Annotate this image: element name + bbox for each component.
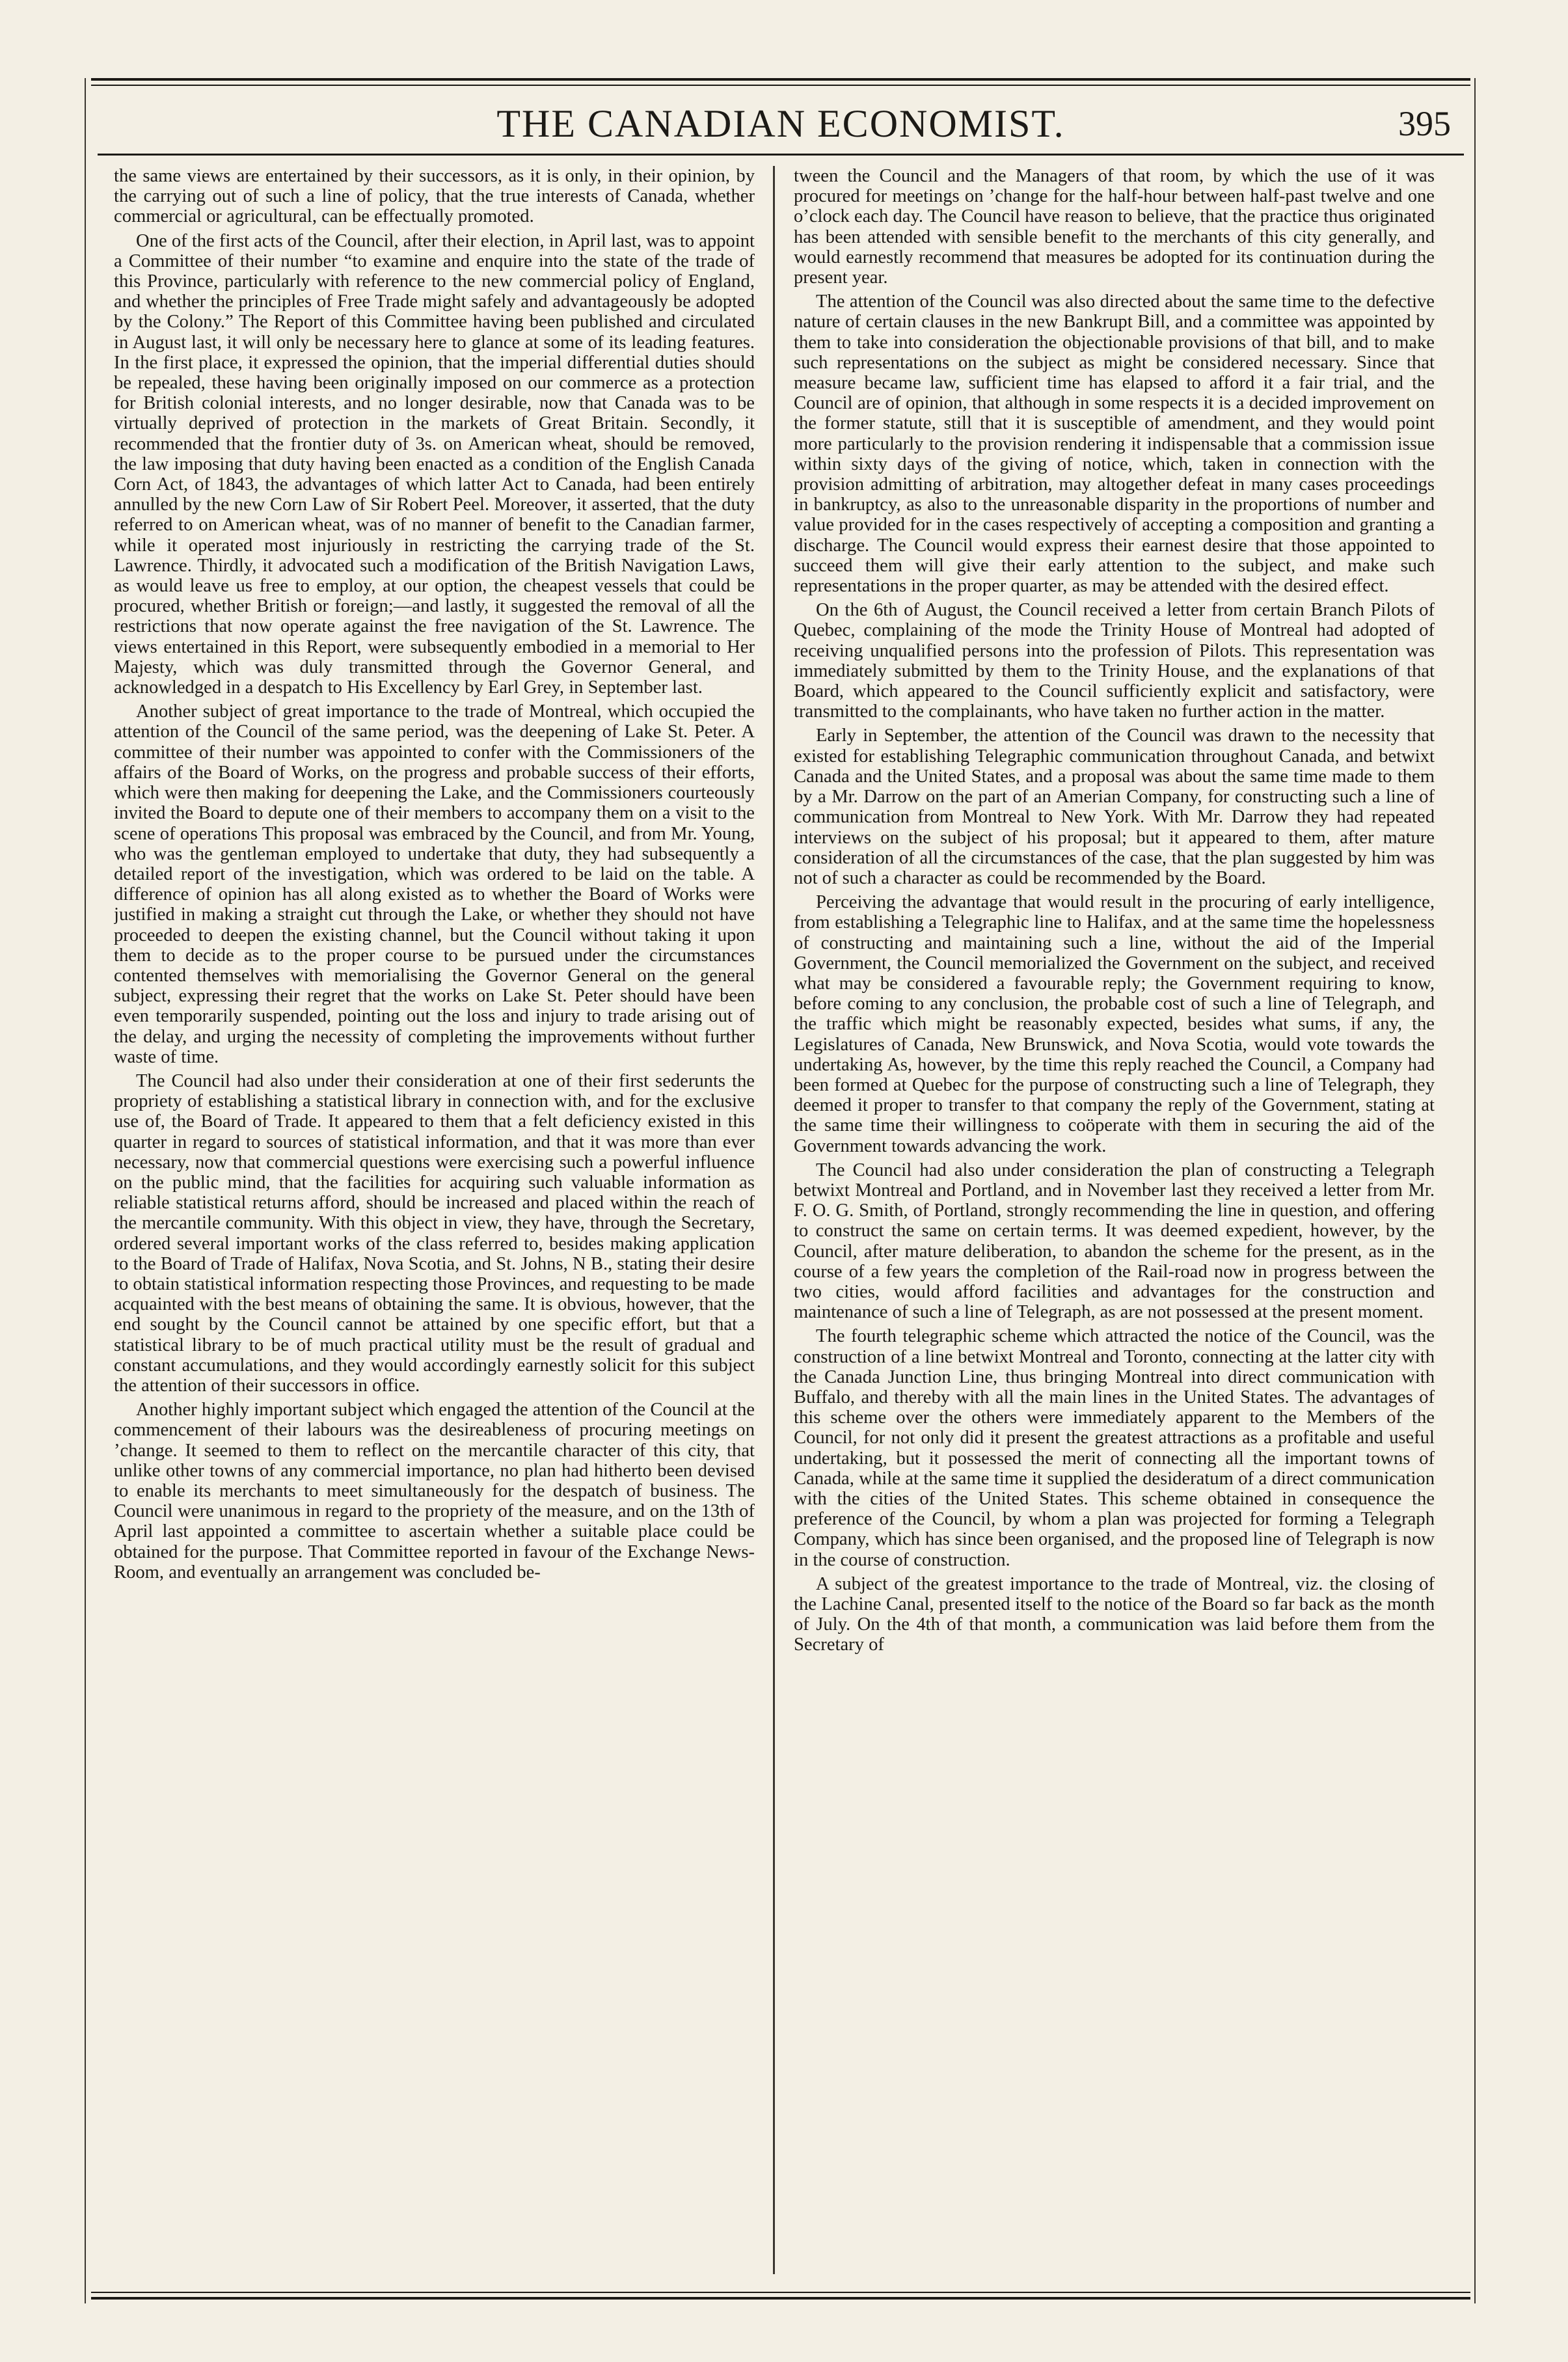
bottom-rule-thin	[91, 2292, 1470, 2293]
column-divider	[773, 166, 775, 2274]
paragraph: A subject of the greatest importance to the trade of Montreal, viz. the closing of the Lachine Canal, presented itself to the notice of the Board so far back as the month of July. On the 4th of that month, a communication was laid before them from the Secretary of	[794, 1573, 1435, 1655]
paragraph: tween the Council and the Managers of that room, by which the use of it was procured for meetings on ’change for the half-hour between half-past twelve and one o’clock each day. The Council have reason to believe, that the practice thus originated has been attended with sensible benefit to the merchants of this city generally, and would earnestly recommend that measures be adopted for its continuation during the present year.	[794, 166, 1435, 288]
paragraph: Another subject of great importance to the trade of Montreal, which occupied the attention of the Council of the same period, was the deepening of Lake St. Peter. A committee of their number was appointed to confer with the Commissioners of the affairs of the Board of Works, on the progress and probable success of their efforts, which were then making for deepening the Lake, and the Commissioners courteously invited the Board to depute one of their members to accompany them on a visit to the scene of operations This proposal was embraced by the Council, and from Mr. Young, who was the gentleman employed to undertake that duty, they had subsequently a detailed report of the investigation, which was ordered to be laid on the table. A difference of opinion has all along existed as to whether the Board of Works were justified in making a straight cut through the Lake, or whether they should not have proceeded to deepen the existing channel, but the Council without taking it upon them to decide as to the proper course to be pursued under the circumstances contented themselves with memorialising the Governor General on the general subject, expressing their regret that the works on Lake St. Peter should have been even temporarily suspended, pointing out the loss and injury to trade arising out of the delay, and urging the necessity of completing the improvements without further waste of time.	[114, 701, 755, 1067]
top-rule-thick	[91, 78, 1470, 81]
paragraph: the same views are entertained by their successors, as it is only, in their opinion, by the carrying out of such a line of policy, that the true interests of Canada, whether commercial or agricultural, can be effectually promoted.	[114, 166, 755, 227]
right-border	[1474, 78, 1476, 2303]
page-header	[98, 98, 1464, 156]
article-column-left	[114, 166, 755, 2274]
paragraph: One of the first acts of the Council, after their election, in April last, was to appoint a Committee of their number “to examine and enquire into the state of the trade of this Province, particularly with reference to the new commercial policy of England, and whether the principles of Free Trade might safely and advantageously be adopted by the Colony.” The Report of this Committee having been published and circulated in August last, it will only be necessary here to glance at some of its leading features. In the first place, it expressed the opinion, that the imperial differential duties should be repealed, these having been originally imposed on our commerce as a protection for British colonial interests, and no longer desirable, now that Canada was to be virtually deprived of protection in the markets of Great Britain. Secondly, it recommended that the frontier duty of 3s. on American wheat, should be removed, the law imposing that duty having been enacted as a condition of the English Canada Corn Act, of 1843, the advantages of which latter Act to Canada, had been entirely annulled by the new Corn Law of Sir Robert Peel. Moreover, it asserted, that the duty referred to on American wheat, was of no manner of benefit to the Canadian farmer, while it operated most injuriously in restricting the carrying trade of the St. Lawrence. Thirdly, it advocated such a modification of the British Navigation Laws, as would leave us free to employ, at our option, the cheapest vessels that could be procured, whether British or foreign;—and lastly, it suggested the removal of all the restrictions that now operate against the free navigation of the St. Lawrence. The views entertained in this Report, were subsequently embodied in a memorial to Her Majesty, which was duly transmitted through the Governor General, and acknowledged in a despatch to His Excellency by Earl Grey, in September last.	[114, 230, 755, 698]
article-column-right	[794, 166, 1435, 2274]
paragraph: The Council had also under consideration the plan of constructing a Telegraph betwixt Montreal and Portland, and in November last they received a letter from Mr. F. O. G. Smith, of Portland, strongly recommending the line in question, and offering to construct the same on certain terms. It was deemed expedient, however, by the Council, after mature deliberation, to abandon the scheme for the present, as in the course of a few years the completion of the Rail-road now in progress between the two cities, would afford facilities and advantages for the construction and maintenance of such a line of Telegraph, as are not possessed at the present moment.	[794, 1160, 1435, 1323]
top-rule-thin	[91, 85, 1470, 86]
paragraph: On the 6th of August, the Council received a letter from certain Branch Pilots of Quebec, complaining of the mode the Trinity House of Montreal had adopted of receiving unqualified persons into the profession of Pilots. This representation was immediately submitted by them to the Trinity House, and the explanations of that Board, which appeared to the Council sufficiently explicit and satisfactory, were transmitted to the complainants, who have taken no further action in the matter.	[794, 600, 1435, 722]
paragraph: Early in September, the attention of the Council was drawn to the necessity that existed for establishing Telegraphic communication throughout Canada, and betwixt Canada and the United States, and a proposal was about the same time made to them by a Mr. Darrow on the part of an Amerian Company, for constructing such a line of communication from Montreal to New York. With Mr. Darrow they had repeated interviews on the subject of his proposal; but it appeared to them, after mature consideration of all the circumstances of the case, that the plan suggested by him was not of such a character as could be recommended by the Board.	[794, 726, 1435, 888]
paragraph: The Council had also under their consideration at one of their first sederunts the propriety of establishing a statistical library in connection with, and for the exclusive use of, the Board of Trade. It appeared to them that a felt deficiency existed in this quarter in regard to sources of statistical information, and that it was more than ever necessary, now that commercial questions were exercising such a powerful influence on the public mind, that the facilities for acquiring such valuable information as reliable statistical returns afford, should be increased and placed within the reach of the mercantile community. With this object in view, they have, through the Secretary, ordered several important works of the class referred to, besides making application to the Board of Trade of Halifax, Nova Scotia, and St. Johns, N B., stating their desire to obtain statistical information respecting those Provinces, and requesting to be made acquainted with the best means of obtaining the same. It is obvious, however, that the end sought by the Council cannot be attained by one specific effort, but that a statistical library to be of much practical utility must be the result of gradual and constant accumulations, and they would accordingly earnestly solicit for this subject the attention of their successors in office.	[114, 1070, 755, 1396]
paragraph: Perceiving the advantage that would result in the procuring of early intelligence, from establishing a Telegraphic line to Halifax, and at the same time the hopelessness of constructing and maintaining such a line, without the aid of the Imperial Government, the Council memorialized the Government on the subject, and received what may be considered a favourable reply; the Government requiring to know, before coming to any conclusion, the probable cost of such a line of Telegraph, and the traffic which might be reasonably expected, besides what sums, if any, the Legislatures of Canada, New Brunswick, and Nova Scotia, would vote towards the undertaking As, however, by the time this reply reached the Council, a Company had been formed at Quebec for the purpose of constructing such a line of Telegraph, they deemed it proper to transfer to that company the reply of the Government, stating at the same time their willingness to coöperate with them in securing the aid of the Government towards advancing the work.	[794, 892, 1435, 1156]
left-border	[85, 78, 86, 2303]
header-rule	[98, 154, 1464, 156]
page-number: 395	[1398, 104, 1451, 143]
paragraph: Another highly important subject which engaged the attention of the Council at the commencement of their labours was the desireableness of procuring meetings on ’change. It seemed to them to reflect on the mercantile character of this city, that unlike other towns of any commercial importance, no plan had hitherto been devised to enable its merchants to meet simultaneously for the despatch of business. The Council were unanimous in regard to the propriety of the measure, and on the 13th of April last appointed a committee to ascertain whether a suitable place could be obtained for the purpose. That Committee reported in favour of the Exchange News-Room, and eventually an arrangement was concluded be-	[114, 1400, 755, 1582]
paragraph: The fourth telegraphic scheme which attracted the notice of the Council, was the construction of a line betwixt Montreal and Toronto, connecting at the latter city with the Canada Junction Line, thus bringing Montreal into direct communication with Buffalo, and thereby with all the main lines in the United States. The advantages of this scheme over the others were immediately apparent to the Members of the Council, for not only did it present the greatest attractions as a profitable and useful undertaking, but it possessed the merit of connecting all the important towns of Canada, while at the same time it supplied the desideratum of a direct communication with the cities of the United States. This scheme obtained in consequence the preference of the Council, by whom a plan was projected for forming a Telegraph Company, which has since been organised, and the proposed line of Telegraph is now in the course of construction.	[794, 1326, 1435, 1570]
publication-title: THE CANADIAN ECONOMIST.	[496, 102, 1065, 145]
paragraph: The attention of the Council was also directed about the same time to the defective nature of certain clauses in the new Bankrupt Bill, and a committee was appointed by them to take into consideration the objectionable provisions of that bill, and to make such representations on the subject as might be considered necessary. Since that measure became law, sufficient time has elapsed to afford it a fair trial, and the Council are of opinion, that although in some respects it is a decided improvement on the former statute, still that it is susceptible of amendment, and they would point more particularly to the provision rendering it indispensable that a commission issue within sixty days of the giving of notice, which, taken in connection with the provision admitting of arbitration, may altogether defeat in many cases proceedings in bankruptcy, as also to the unreasonable disparity in the proportions of number and value provided for in the cases respectively of accepting a composition and granting a discharge. The Council would express their earnest desire that those appointed to succeed them will give their early attention to the subject, and make such representations in the proper quarter, as may be attended with the desired effect.	[794, 292, 1435, 597]
bottom-rule-thick	[91, 2297, 1470, 2300]
